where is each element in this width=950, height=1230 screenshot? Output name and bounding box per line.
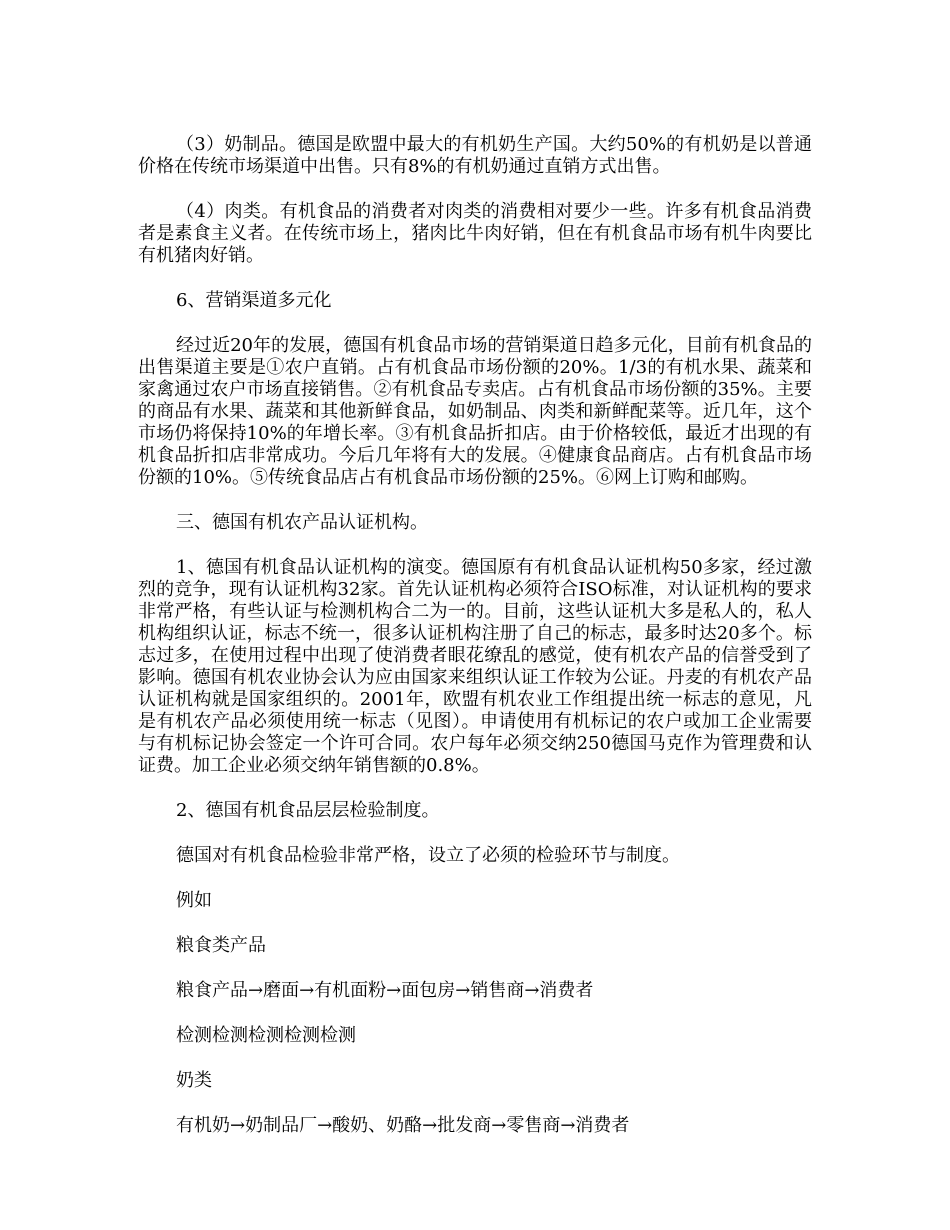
- grain-inspection-row: 检测检测检测检测检测: [176, 1025, 356, 1046]
- section-heading-inspection-system: 2、德国有机食品层层检验制度。: [176, 800, 440, 821]
- dairy-supply-chain: 有机奶→奶制品厂→酸奶、奶酪→批发商→零售商→消费者: [176, 1115, 630, 1136]
- label-for-example: 例如: [176, 890, 212, 911]
- grain-supply-chain: 粮食产品→磨面→有机面粉→面包房→销售商→消费者: [176, 980, 594, 1001]
- document-body: [138, 134, 812, 1160]
- paragraph-dairy-products: （3）奶制品。德国是欧盟中最大的有机奶生产国。大约50%的有机奶是以普通价格在传统市场渠道中出售。只有8%的有机奶通过直销方式出售。: [138, 134, 812, 177]
- label-dairy: 奶类: [176, 1070, 212, 1091]
- label-grain-products: 粮食类产品: [176, 935, 266, 956]
- paragraph-certification-evolution: 1、德国有机食品认证机构的演变。德国原有有机食品认证机构50多家，经过激烈的竞争，现有认证机构32家。首先认证机构必须符合ISO标准，对认证机构的要求非常严格，有些认证与检测机构合二为一的。目前，这些认证机大多是私人的，私人机构组织认证，标志不统一，很多认证机构注册了自己的标志，最多时达20多个。标志过多，在使用过程中出现了使消费者眼花缭乱的感觉，使有机农产品的信誉受到了影响。德国有机农业协会认为应由国家来组织认证工作较为公证。丹麦的有机农产品认证机构就是国家组织的。2001年，欧盟有机农业工作组提出统一标志的意见，凡是有机农产品必须使用统一标志（见图）。申请使用有机标记的农户或加工企业需要与有机标记协会签定一个许可合同。农户每年必须交纳250德国马克作为管理费和认证费。加工企业必须交纳年销售额的0.8%。: [138, 557, 812, 776]
- paragraph-meat-products: （4）肉类。有机食品的消费者对肉类的消费相对要少一些。许多有机食品消费者是素食主义者。在传统市场上，猪肉比牛肉好销，但在有机食品市场有机牛肉要比有机猪肉好销。: [138, 201, 812, 266]
- section-heading-marketing-channels: 6、营销渠道多元化: [176, 290, 332, 311]
- section-heading-certification-bodies: 三、德国有机农产品认证机构。: [176, 512, 428, 533]
- paragraph-inspection-intro: 德国对有机食品检验非常严格，设立了必须的检验环节与制度。: [176, 845, 680, 866]
- paragraph-marketing-channels: 经过近20年的发展，德国有机食品市场的营销渠道日趋多元化，目前有机食品的出售渠道主要是①农户直销。占有机食品市场份额的20%。1/3的有机水果、蔬菜和家禽通过农户市场直接销售。②有机食品专卖店。占有机食品市场份额的35%。主要的商品有水果、蔬菜和其他新鲜食品，如奶制品、肉类和新鲜配菜等。近几年，这个市场仍将保持10%的年增长率。③有机食品折扣店。由于价格较低，最近才出现的有机食品折扣店非常成功。今后几年将有大的发展。④健康食品商店。占有机食品市场份额的10%。⑤传统食品店占有机食品市场份额的25%。⑥网上订购和邮购。: [138, 335, 812, 488]
